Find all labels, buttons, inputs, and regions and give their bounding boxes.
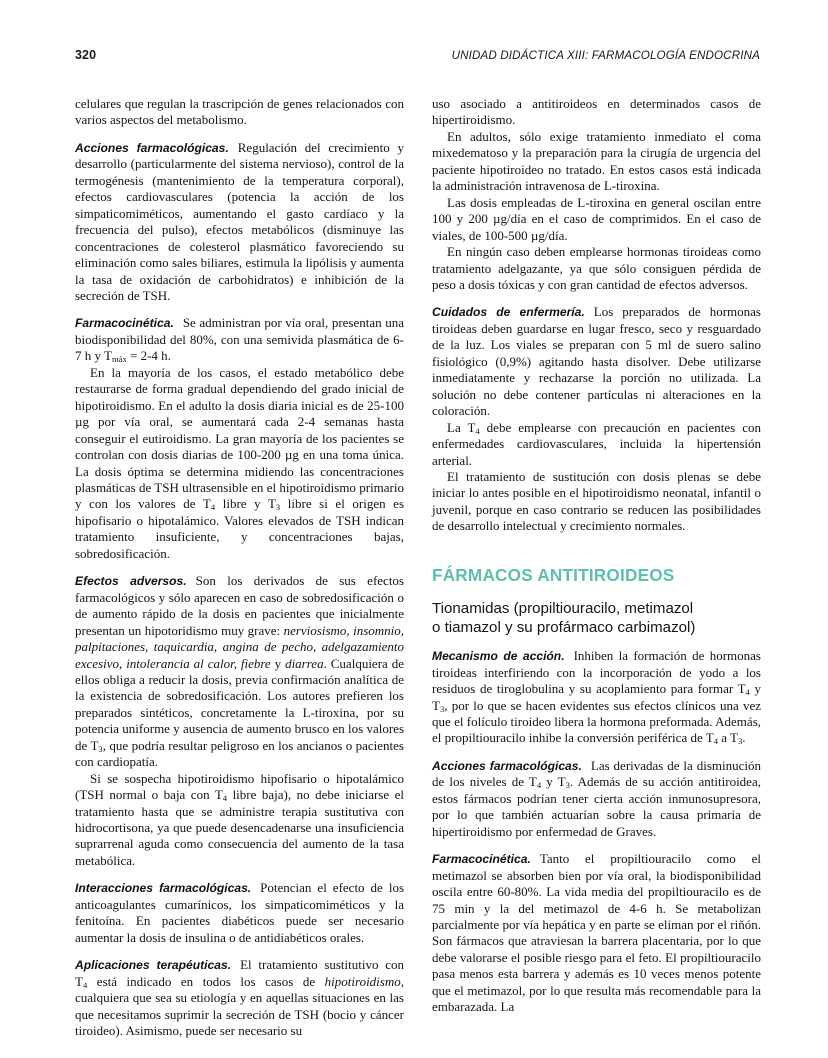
page-number: 320 <box>75 48 97 62</box>
runin-heading-aplicaciones-terapeuticas: Aplicaciones terapéuticas. <box>75 958 232 973</box>
term-hipotiroidismo: hipotiroidismo <box>324 973 401 989</box>
paragraph-farmacocinetica <box>432 851 761 1016</box>
paragraph-text: Son los derivados de sus efectos farmacológicos y sólo aparecen en caso de sobredosificación o de aumento rápido de la dosis en pacientes que inicialmente presentan un hipotoridismo muy grave: <box>75 573 404 638</box>
paragraph-text: y T <box>541 774 566 790</box>
paragraph-acciones-farmacologicas <box>75 140 404 305</box>
runin-heading-acciones-farmacologicas: Acciones farmacológicas. <box>75 140 229 155</box>
symptom-list: nerviosismo, insomnio, palpitaciones, taquicardia, angina de pecho, adelgazamiento excesivo, intolerancia al calor, fiebre <box>75 622 405 671</box>
subscript-t3: 3 <box>737 736 743 747</box>
paragraph-text: , que podría resultar peligroso en los ancianos o pacientes con cardiopatía. <box>75 737 404 770</box>
paragraph-text: . Además de su acción antitiroidea, estos fármacos podrían tener cierta acción inmunosupresora, por lo que también actuarían sobre la causa primaria de hipertiroidismo por enfermedad de Graves. <box>432 774 761 839</box>
paragraph-cuidados-enfermeria <box>432 304 761 419</box>
paragraph-text: Las derivadas de la disminución de los niveles de T <box>432 757 761 790</box>
paragraph-acciones-farmacologicas <box>432 758 761 840</box>
symptom-list-last: diarrea <box>285 655 324 671</box>
subsection-heading-wrapper <box>432 599 761 637</box>
paragraph-text: debe emplearse con precaución en pacientes con enfermedades cardiovasculares, incluida la hipertensión arterial. <box>432 419 761 468</box>
paragraph-text: = 2-4 h. <box>126 348 171 364</box>
paragraph-farmacocinetica <box>75 315 404 364</box>
paragraph-text: Si se sospecha hipotiroidismo hipofisario o hipotalámico (TSH normal o baja con T <box>75 770 404 803</box>
paragraph-dosificacion <box>75 365 404 562</box>
body-columns <box>75 96 761 1039</box>
runin-heading-farmacocinetica: Farmacocinética. <box>432 852 531 867</box>
paragraph-text: y <box>270 655 286 671</box>
subscript-t4: 4 <box>536 780 542 791</box>
paragraph-text: está indicado en todos los casos de <box>87 973 325 989</box>
subscript-t3: 3 <box>565 780 570 791</box>
paragraph-text: En la mayoría de los casos, el estado metabólico debe restaurarse de forma gradual dependiendo del grado inicial de hipotiroidismo. En el adulto la dosis diaria inicial es de 25-100 µg por vía oral, se aumentará cada 2-4 semanas hasta conseguir el eutiroidismo. La gran mayoría de los pacientes se controlan con dosis diarias de 100-200 µg en una toma única. La dosis óptima se determina midiendo las concentraciones plasmáticas de TSH ultrasensible en el hipotiroidismo primario y con los valores de T <box>75 364 404 512</box>
paragraph-interacciones-farmacologicas <box>75 880 404 946</box>
runin-heading-acciones-farmacologicas: Acciones farmacológicas. <box>432 758 582 773</box>
runin-heading-cuidados-enfermeria: Cuidados de enfermería. <box>432 305 585 320</box>
subscript-t4: 4 <box>475 425 480 436</box>
paragraph-text: Tanto el propiltiouracilo como el metimazol se absorben bien por vía oral, la biodisponibilidad oscila entre 60-80%. La vida media del propiltiouracilo es de 75 min y la del metimazol de 4-6 h. Se metabolizan parcialmente por vía hepática y en parte se eliman por el riñón. Son fármacos que atraviesan la barrera placentaria, por lo que debe valorarse el posible riesgo para el feto. El propiltiouracilo pasa menos esta barrera y además es 10 veces menos potente que el metimazol, por lo que resulta más recomendable para la embarazada. La <box>432 851 761 1015</box>
subscript-t4: 4 <box>222 793 228 804</box>
paragraph-text: a T <box>717 730 738 746</box>
subsection-heading-line-1: Tionamidas (propiltiouracilo, metimazol <box>432 599 694 617</box>
paragraph-continuation: celulares que regulan la trascripción de genes relacionados con varios aspectos del metabolismo. <box>75 96 404 128</box>
left-column <box>75 96 405 1039</box>
subscript-t4: 4 <box>713 736 718 747</box>
runin-heading-farmacocinetica: Farmacocinética. <box>75 316 174 331</box>
paragraph-hipotiroidismo-hipofisario <box>75 771 404 870</box>
subscript-t4: 4 <box>210 502 216 513</box>
subscript-t3: 3 <box>275 502 281 513</box>
section-heading-farmacos-antitiroideos: FÁRMACOS ANTITIROIDEOS <box>432 564 675 585</box>
paragraph-text: . <box>742 730 746 746</box>
paragraph-efectos-adversos <box>75 573 404 770</box>
subscript-t4: 4 <box>745 687 750 698</box>
paragraph-text: Regulación del crecimiento y desarrollo (particularmente del sistema nervioso), control de la termogénesis (mantenimiento de la temperatura corporal), efectos cardiovasculares (potencia la acción de los simpaticomiméticos, aumentando el gasto cardíaco y la frecuencia del pulso), efectos metabólicos (disminuye las concentraciones de colesterol plasmático favoreciendo su eliminación como sales biliares, estimula la lipólisis y aumenta la tasa de oxidación de carbohidratos) e inhibición de la secreción de TSH. <box>75 139 405 303</box>
paragraph-text: La T <box>447 419 476 435</box>
paragraph-text: Potencian el efecto de los anticoagulantes cumarínicos, los simpaticomiméticos y la fenitoína. En pacientes diabéticos puede ser necesario aumentar la dosis de insulina o de antidiabéticos orales. <box>75 880 404 945</box>
paragraph-text: libre si el origen es hipofisario o hipotalámico. Valores elevados de TSH indican tratamiento insuficiente, y concentraciones bajas, sobredosificación. <box>75 496 404 561</box>
subscript-tmax: máx <box>111 354 127 365</box>
subsection-heading-tionamidas <box>432 599 761 637</box>
paragraph-text: y T <box>432 681 761 713</box>
subscript-t3: 3 <box>98 743 103 754</box>
paragraph-t4-precaucion <box>432 420 761 469</box>
paragraph-adultos-coma-mixedematoso: En adultos, sólo exige tratamiento inmediato el coma mixedematoso y la preparación para la cirugía de urgencia del paciente hipotiroideo no tratado. En estos casos está indicada la administración intravenosa de L-tiroxina. <box>432 128 761 194</box>
paragraph-dosis-ltiroxina: Las dosis empleadas de L-tiroxina en general oscilan entre 100 y 200 µg/día en el caso de comprimidos. En el caso de viales, de 100-500 µg/día. <box>432 194 761 243</box>
paragraph-text: . Cualquiera de ellos obliga a reducir la dosis, previa confirmación analítica de la existencia de sobredosificación. Los autores prefieren los preparados sintéticos, concretamente la L-tiroxina, por su potencia uniforme y ausencia de aumento brusco en los valores de T <box>75 655 404 753</box>
paragraph-mecanismo-accion <box>432 648 761 747</box>
running-head-title: UNIDAD DIDÁCTICA XIII: FARMACOLOGÍA ENDOCRINA <box>451 49 760 62</box>
paragraph-text: Los preparados de hormonas tiroideas deben guardarse en lugar fresco, seco y resguardado de la luz. Los viales se preparan con 5 ml de suero salino fisiológico (0,9%) agitando hasta disolver. Debe utilizarse inmediatamente y rechazarse la porción no utilizada. La solución no debe contener partículas ni alteraciones en la coloración. <box>432 304 761 419</box>
runin-heading-mecanismo-accion: Mecanismo de acción. <box>432 649 565 664</box>
paragraph-text: libre baja), no debe iniciarse el tratamiento hasta que se administre terapia sustitutiva con hidrocortisona, ya que puede desencadenarse una insuficiencia suprarrenal aguda como consecuencia del aumento de la tasa metabólica. <box>75 787 405 868</box>
subscript-t4: 4 <box>82 979 88 990</box>
paragraph-text: , por lo que se hacen evidentes sus efectos clínicos una vez que el folículo tiroideo libera la hormona preformada. Además, el propiltiouracilo inhibe la conversión periférica de T <box>432 697 761 746</box>
running-head <box>75 48 760 66</box>
paragraph-continuation: uso asociado a antitiroideos en determinados casos de hipertiroidismo. <box>432 96 761 128</box>
paragraph-text: , cualquiera que sea su etiología y en aquellas situaciones en las que necesitamos suprimir la secreción de TSH (bocio y cáncer tiroideo). Asimismo, puede ser necesario su <box>75 973 404 1039</box>
paragraph-sustitucion-dosis-plenas: El tratamiento de sustitución con dosis plenas se debe iniciar lo antes posible en el hipotiroidismo neonatal, infantil o juvenil, porque en caso contrario se reducen las posibilidades de desarrollo intelectual y crecimiento normales. <box>432 468 761 534</box>
runin-heading-interacciones-farmacologicas: Interacciones farmacológicas. <box>75 881 252 896</box>
paragraph-text: libre y T <box>215 496 276 512</box>
runin-heading-efectos-adversos: Efectos adversos. <box>75 574 187 589</box>
subsection-heading-line-2: o tiamazol y su profármaco carbimazol) <box>432 618 696 636</box>
subscript-t3: 3 <box>439 703 445 714</box>
paragraph-aplicaciones-terapeuticas <box>75 957 404 1039</box>
section-heading-wrapper <box>432 565 761 585</box>
right-column <box>432 96 761 1015</box>
paragraph-text: Se administran por vía oral, presentan una biodisponibilidad del 80%, con una semivida plasmática de 6-7 h y T <box>75 315 404 364</box>
paragraph-text: El tratamiento sustitutivo con T <box>75 957 405 989</box>
paragraph-text: Inhiben la formación de hormonas tiroideas interfiriendo con la incorporación de yodo a los residuos de tiroglobulina y su acoplamiento para formar T <box>432 648 761 697</box>
paragraph-tratamiento-adelgazante: En ningún caso deben emplearse hormonas tiroideas como tratamiento adelgazante, ya que sólo consiguen pérdida de peso a dosis tóxicas y con gran cantidad de efectos adversos. <box>432 244 761 292</box>
